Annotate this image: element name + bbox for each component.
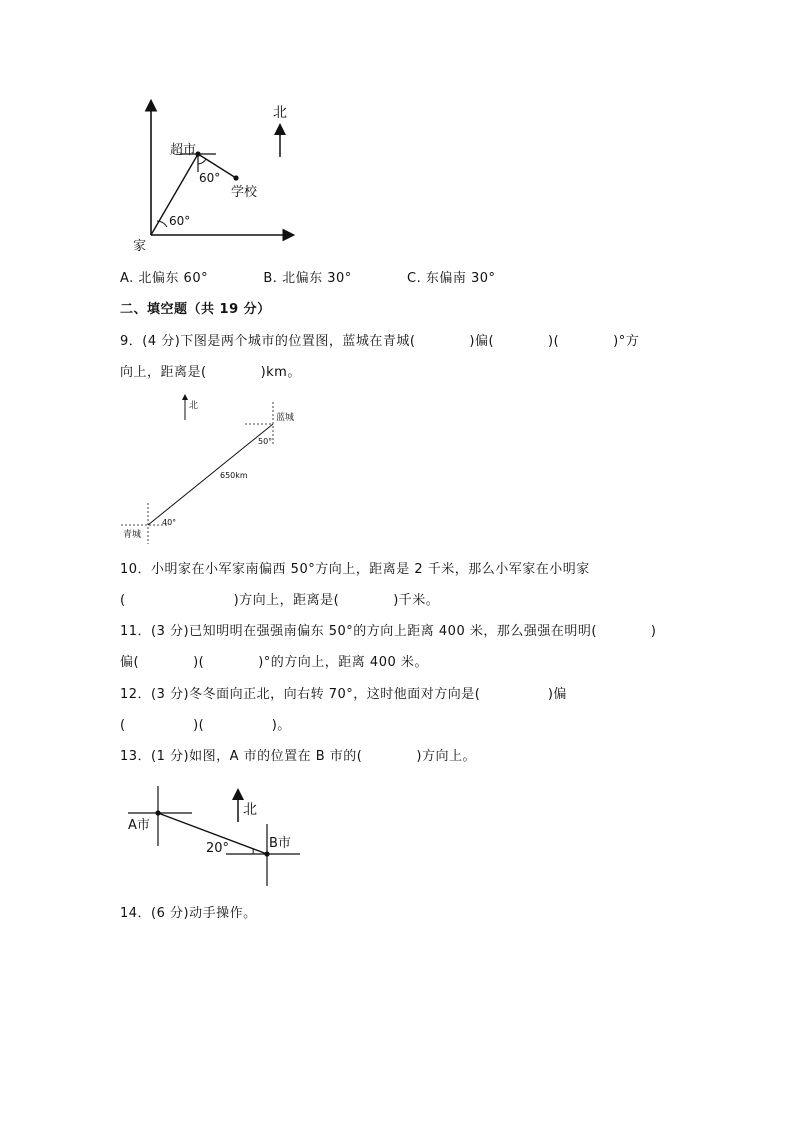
direction-figure-cities bbox=[118, 388, 308, 548]
north-indicator-1 bbox=[268, 100, 298, 162]
north-label-3: 北 bbox=[243, 802, 257, 818]
supermarket-dot bbox=[195, 151, 200, 156]
angle-label-ab: 20° bbox=[206, 841, 230, 856]
angle-label-supermarket: 60° bbox=[199, 171, 221, 185]
supermarket-label: 超市 bbox=[170, 143, 197, 158]
school-label: 学校 bbox=[231, 185, 258, 200]
angle-label-qing: 40° bbox=[162, 518, 177, 527]
q13-line1: 13．(1 分)如图，A 市的位置在 B 市的( )方向上。 bbox=[120, 749, 476, 764]
city-connection-line bbox=[148, 424, 273, 525]
city-a-dot bbox=[155, 810, 160, 815]
q14-line1: 14．(6 分)动手操作。 bbox=[120, 906, 257, 921]
q11-line2: 偏( )( )°的方向上，距离 400 米。 bbox=[120, 655, 428, 670]
north-label-2: 北 bbox=[189, 401, 199, 411]
q12-line2: ( )( )。 bbox=[120, 718, 291, 733]
direction-figure-a-b bbox=[118, 780, 308, 890]
q10-line1: 10．小明家在小军家南偏西 50°方向上，距离是 2 千米，那么小军家在小明家 bbox=[120, 562, 590, 577]
qing-city-label: 青城 bbox=[123, 530, 142, 540]
north-label-1: 北 bbox=[273, 105, 287, 121]
distance-label: 650km bbox=[220, 471, 248, 480]
city-b-dot bbox=[264, 851, 269, 856]
blue-city-label: 蓝城 bbox=[276, 413, 295, 423]
section-title: 二、填空题（共 19 分） bbox=[120, 302, 271, 317]
q11-line1: 11．(3 分)已知明明在强强南偏东 50°的方向上距离 400 米，那么强强在明明( ) bbox=[120, 624, 657, 639]
school-dot bbox=[233, 175, 238, 180]
q10-line2: ( )方向上，距离是( )千米。 bbox=[120, 593, 440, 608]
q9-line2: 向上，距离是( )km。 bbox=[120, 365, 301, 380]
q9-line1: 9．(4 分)下图是两个城市的位置图，蓝城在青城( )偏( )( )°方 bbox=[120, 334, 640, 349]
option-c[interactable]: C. 东偏南 30° bbox=[407, 271, 496, 286]
q12-line1: 12．(3 分)冬冬面向正北，向右转 70°，这时他面对方向是( )偏 bbox=[120, 687, 567, 702]
q8-options bbox=[120, 270, 496, 288]
angle-label-home: 60° bbox=[169, 214, 191, 228]
city-a-label: A市 bbox=[128, 818, 150, 833]
home-label: 家 bbox=[133, 239, 147, 254]
angle-label-blue: 50° bbox=[258, 437, 273, 446]
city-b-label: B市 bbox=[269, 836, 291, 851]
option-a[interactable]: A. 北偏东 60° bbox=[120, 271, 209, 286]
option-b[interactable]: B. 北偏东 30° bbox=[263, 271, 352, 286]
